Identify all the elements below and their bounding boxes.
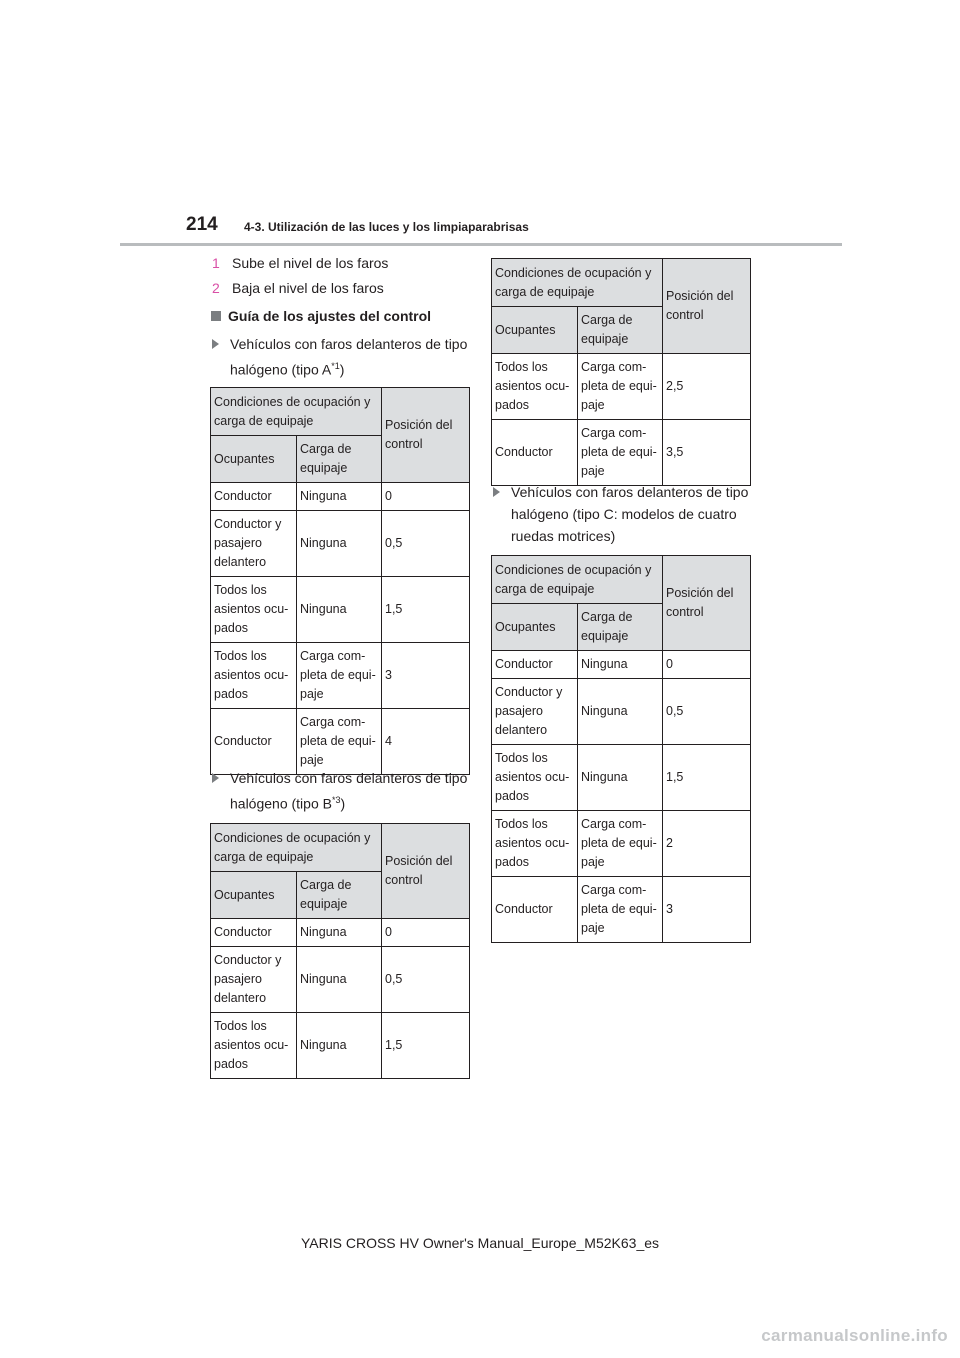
header-occupants: Ocupantes [211, 436, 297, 483]
manual-footer-title: YARIS CROSS HV Owner's Manual_Europe_M52K63_es [300, 1235, 660, 1251]
cell-load: Ninguna [297, 947, 382, 1013]
guide-heading [211, 308, 431, 324]
section-title: 4-3. Utilización de las luces y los limpiaparabrisas [244, 220, 529, 234]
heading-text: Vehículos con faros delanteros de tipo halógeno (tipo A [230, 336, 468, 378]
header-position: Posición del control [382, 824, 470, 919]
footnote-ref: *3 [331, 795, 341, 805]
cell-load: Carga com-pleta de equi-paje [578, 420, 663, 486]
header-divider [120, 243, 842, 246]
table-row [492, 811, 751, 877]
cell-occupants: Conductor [211, 919, 297, 947]
heading-close: ) [340, 795, 346, 812]
header-occupants: Ocupantes [492, 307, 578, 354]
heading-close: ) [339, 361, 345, 378]
step-1 [212, 255, 388, 271]
control-table-type-b [210, 823, 470, 1079]
guide-heading-text: Guía de los ajustes del control [228, 308, 432, 324]
watermark: carmanualsonline.info [761, 1326, 948, 1345]
cell-load: Ninguna [578, 651, 663, 679]
cell-position: 2,5 [663, 354, 751, 420]
table-row [211, 947, 470, 1013]
vehicle-heading-type-a [212, 333, 474, 381]
cell-load: Carga com-pleta de equi-paje [297, 643, 382, 709]
table-row [492, 420, 751, 486]
table-row [211, 511, 470, 577]
header-load: Carga de equipaje [578, 604, 663, 651]
header-position: Posición del control [382, 388, 470, 483]
square-bullet-icon [211, 311, 221, 321]
cell-load: Ninguna [297, 1013, 382, 1079]
table-row [492, 679, 751, 745]
header-occupants: Ocupantes [492, 604, 578, 651]
cell-occupants: Todos los asientos ocu-pados [211, 577, 297, 643]
cell-load: Ninguna [578, 745, 663, 811]
cell-position: 1,5 [382, 577, 470, 643]
table-row [211, 643, 470, 709]
cell-position: 2 [663, 811, 751, 877]
header-conditions: Condiciones de ocupación y carga de equipaje [211, 388, 382, 436]
control-table-type-a [210, 387, 470, 775]
cell-position: 0 [663, 651, 751, 679]
header-load: Carga de equipaje [297, 436, 382, 483]
table-row [211, 709, 470, 775]
cell-position: 3 [382, 643, 470, 709]
cell-load: Carga com-pleta de equi-paje [578, 811, 663, 877]
cell-position: 0 [382, 483, 470, 511]
step-2 [212, 280, 384, 296]
heading-text: Vehículos con faros delanteros de tipo halógeno (tipo B [230, 770, 468, 812]
header-load: Carga de equipaje [297, 872, 382, 919]
cell-occupants: Conductor [211, 483, 297, 511]
cell-occupants: Conductor [211, 709, 297, 775]
table-row [492, 745, 751, 811]
cell-occupants: Todos los asientos ocu-pados [211, 643, 297, 709]
triangle-bullet-icon [212, 773, 219, 783]
control-table-type-c [491, 555, 751, 943]
triangle-bullet-icon [212, 339, 219, 349]
cell-occupants: Conductor [492, 420, 578, 486]
page-number: 214 [186, 214, 218, 235]
header-conditions: Condiciones de ocupación y carga de equipaje [492, 556, 663, 604]
cell-position: 4 [382, 709, 470, 775]
cell-load: Carga com-pleta de equi-paje [578, 354, 663, 420]
header-occupants: Ocupantes [211, 872, 297, 919]
cell-position: 3 [663, 877, 751, 943]
header-load: Carga de equipaje [578, 307, 663, 354]
heading-text: Vehículos con faros delanteros de tipo halógeno (tipo C: modelos de cuatro ruedas motrices) [511, 484, 749, 544]
table-row [211, 919, 470, 947]
footnote-ref: *1 [331, 361, 340, 371]
cell-occupants: Conductor [492, 651, 578, 679]
header-position: Posición del control [663, 259, 751, 354]
vehicle-heading-type-c [493, 481, 755, 547]
header-conditions: Condiciones de ocupación y carga de equipaje [492, 259, 663, 307]
step-text: Sube el nivel de los faros [232, 255, 389, 271]
table-row [492, 877, 751, 943]
header-position: Posición del control [663, 556, 751, 651]
cell-occupants: Conductor y pasajero delantero [492, 679, 578, 745]
table-row [211, 577, 470, 643]
cell-occupants: Todos los asientos ocu-pados [492, 811, 578, 877]
triangle-bullet-icon [493, 487, 500, 497]
cell-position: 1,5 [382, 1013, 470, 1079]
cell-load: Ninguna [297, 483, 382, 511]
cell-position: 0,5 [663, 679, 751, 745]
table-row [211, 483, 470, 511]
cell-position: 3,5 [663, 420, 751, 486]
cell-occupants: Todos los asientos ocu-pados [492, 745, 578, 811]
cell-occupants: Conductor [492, 877, 578, 943]
table-row [492, 354, 751, 420]
control-table-type-b-continued [491, 258, 751, 486]
step-text: Baja el nivel de los faros [232, 280, 384, 296]
cell-position: 1,5 [663, 745, 751, 811]
step-number: 1 [212, 255, 220, 271]
cell-position: 0,5 [382, 511, 470, 577]
step-number: 2 [212, 280, 220, 296]
cell-load: Ninguna [297, 577, 382, 643]
table-row [211, 1013, 470, 1079]
cell-load: Ninguna [297, 511, 382, 577]
cell-occupants: Todos los asientos ocu-pados [211, 1013, 297, 1079]
table-row [492, 651, 751, 679]
vehicle-heading-type-b [212, 767, 474, 815]
cell-position: 0,5 [382, 947, 470, 1013]
cell-load: Ninguna [578, 679, 663, 745]
cell-occupants: Todos los asientos ocu-pados [492, 354, 578, 420]
cell-position: 0 [382, 919, 470, 947]
header-conditions: Condiciones de ocupación y carga de equipaje [211, 824, 382, 872]
cell-occupants: Conductor y pasajero delantero [211, 947, 297, 1013]
cell-occupants: Conductor y pasajero delantero [211, 511, 297, 577]
cell-load: Ninguna [297, 919, 382, 947]
cell-load: Carga com-pleta de equi-paje [578, 877, 663, 943]
cell-load: Carga com-pleta de equi-paje [297, 709, 382, 775]
